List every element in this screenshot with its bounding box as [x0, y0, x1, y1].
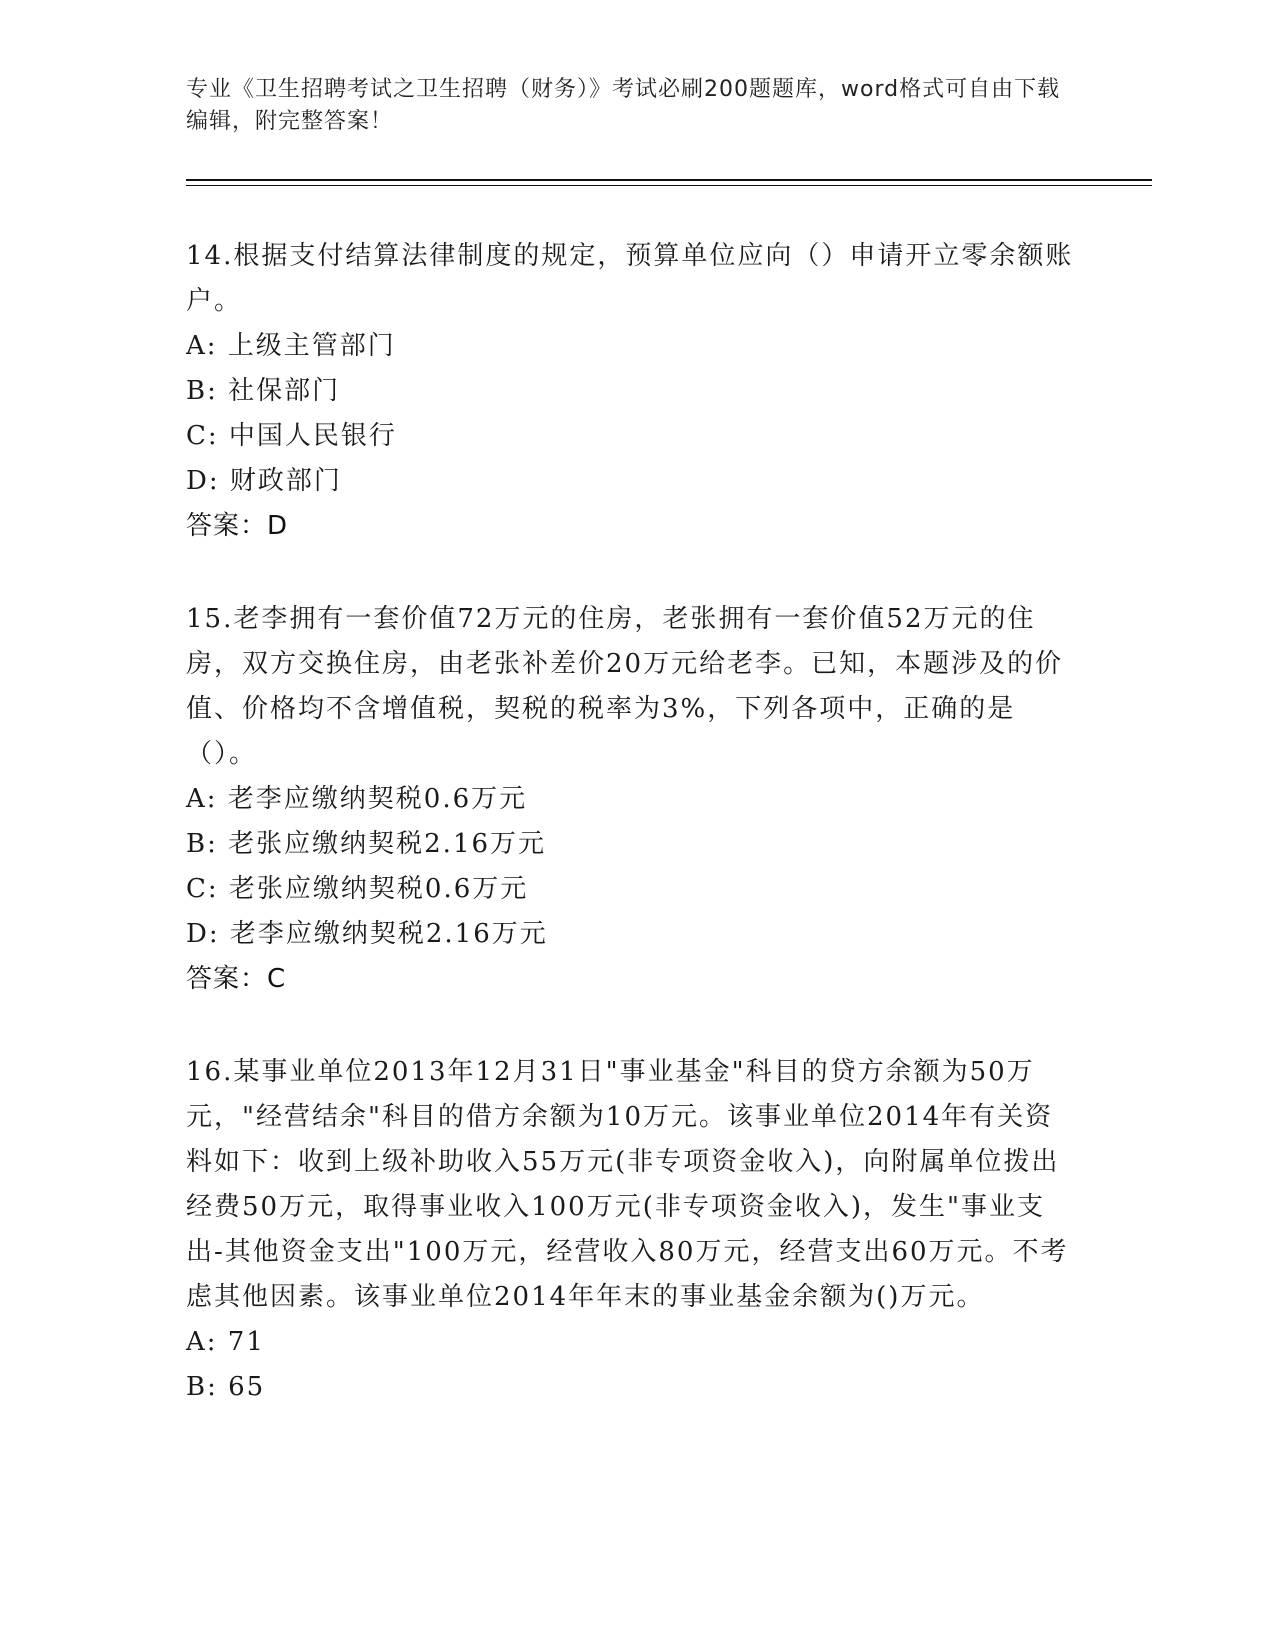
option-c: C: 老张应缴纳契税0.6万元 — [186, 874, 529, 904]
header-divider-top — [186, 179, 1152, 181]
option-a: A: 71 — [186, 1327, 265, 1357]
answer-label: 答案：D — [186, 511, 289, 541]
answer-label: 答案：C — [186, 964, 287, 994]
question-text: 14.根据支付结算法律制度的规定，预算单位应向（）申请开立零余额账户。 — [186, 241, 1074, 316]
header-divider-bottom — [186, 185, 1152, 186]
page-header-title: 专业《卫生招聘考试之卫生招聘（财务）》考试必刷200题题库，word格式可自由下载编辑，附完整答案！ — [186, 77, 1061, 134]
option-b: B: 65 — [186, 1372, 266, 1402]
option-b: B: 老张应缴纳契税2.16万元 — [186, 829, 547, 859]
question-list — [186, 234, 1076, 1458]
question-15 — [186, 597, 1076, 1002]
option-a: A: 上级主管部门 — [186, 331, 396, 361]
option-b: B: 社保部门 — [186, 376, 341, 406]
question-text: 15.老李拥有一套价值72万元的住房，老张拥有一套价值52万元的住房，双方交换住房，由老张补差价20万元给老李。已知，本题涉及的价值、价格均不含增值税，契税的税率为3%，下列各项中，正确的是（）。 — [186, 604, 1064, 769]
option-d: D: 财政部门 — [186, 466, 342, 496]
question-14 — [186, 234, 1076, 549]
option-d: D: 老李应缴纳契税2.16万元 — [186, 919, 548, 949]
option-a: A: 老李应缴纳契税0.6万元 — [186, 784, 528, 814]
option-c: C: 中国人民银行 — [186, 421, 397, 451]
question-16 — [186, 1050, 1076, 1410]
question-text: 16.某事业单位2013年12月31日"事业基金"科目的贷方余额为50万元，"经营结余"科目的借方余额为10万元。该事业单位2014年有关资料如下：收到上级补助收入55万元(非专项资金收入)，向附属单位拨出经费50万元，取得事业收入100万元(非专项资金收入)，发生"事业支出-其他资金支出"100万元，经营收入80万元，经营支出60万元。不考虑其他因素。该事业单位2014年年末的事业基金余额为()万元。 — [186, 1057, 1069, 1312]
